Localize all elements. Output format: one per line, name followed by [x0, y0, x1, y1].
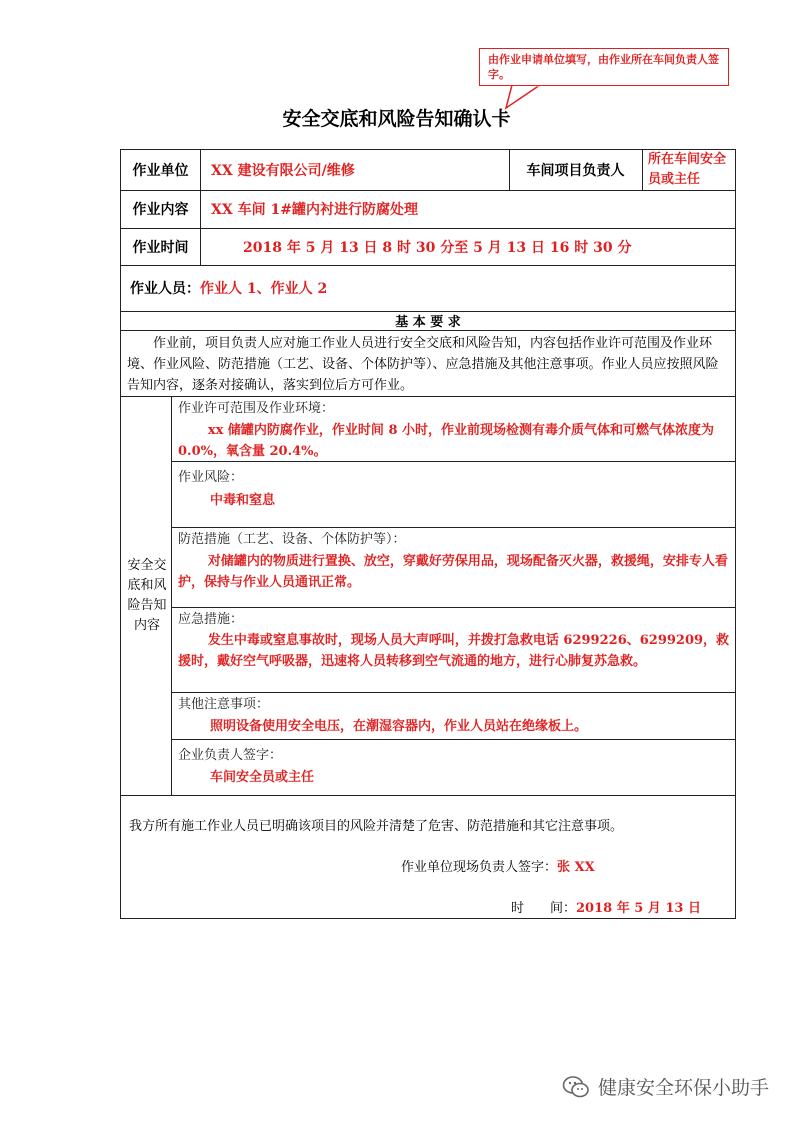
section-6-body: 车间安全员或主任 — [210, 770, 315, 785]
section-3-body: 对储罐内的物质进行置换、放空，穿戴好劳保用品，现场配备灭火器，救援绳，安排专人看护，保持与作业人员通讯正常。 — [178, 554, 728, 590]
unit-label: 作业单位 — [132, 163, 189, 179]
workers-value: 作业人 1、作业人 2 — [200, 281, 328, 297]
date-row — [511, 899, 701, 919]
date-value: 2018 年 5 月 13 日 — [576, 901, 701, 916]
manager-value: 所在车间安全员或主任 — [648, 152, 727, 187]
content-value: XX 车间 1#罐内衬进行防腐处理 — [211, 202, 418, 218]
signer-label: 作业单位现场负责人签字： — [401, 860, 558, 875]
side-label: 安全交底和风险告知内容 — [127, 557, 167, 633]
section-4-head: 应急措施： — [178, 612, 244, 627]
manager-label: 车间项目负责人 — [526, 163, 625, 179]
content-label: 作业内容 — [132, 202, 189, 218]
confirmation-form — [120, 149, 736, 919]
signer-row — [401, 858, 595, 878]
basic-intro: 作业前，项目负责人应对施工作业人员进行安全交底和风险告知，内容包括作业许可范围及作业环境、作业风险、防范措施（工艺、设备、个体防护等）、应急措施及其他注意事项。作业人员应按照风险告知内容，逐条对接确认，落实到位后方可作业。 — [127, 336, 719, 393]
wechat-icon — [562, 1075, 590, 1099]
date-label: 时 间： — [511, 901, 577, 916]
unit-value: XX 建设有限公司/维修 — [211, 163, 355, 179]
section-5-body: 照明设备使用安全电压，在潮湿容器内，作业人员站在绝缘板上。 — [210, 719, 588, 734]
section-5-head: 其他注意事项： — [178, 697, 270, 712]
time-label: 作业时间 — [132, 239, 189, 256]
section-4-body: 发生中毒或窒息事故时，现场人员大声呼叫，并拨打急救电话 6299226、6299209，救援时，戴好空气呼吸器，迅速将人员转移到空气流通的地方，进行心肺复苏急救。 — [178, 633, 730, 669]
watermark — [562, 1073, 769, 1100]
section-2-body: 中毒和窒息 — [210, 493, 276, 508]
signer-value: 张 XX — [557, 860, 595, 875]
basic-requirements-header: 基 本 要 求 — [395, 315, 461, 330]
section-6-head: 企业负责人签字： — [178, 748, 283, 763]
page-title: 安全交底和风险告知确认卡 — [282, 108, 511, 130]
section-2-head: 作业风险： — [178, 470, 244, 485]
workers-label: 作业人员： — [130, 281, 200, 297]
section-1-body: xx 储罐内防腐作业，作业时间 8 小时，作业前现场检测有毒介质气体和可燃气体浓度为 0.0%，氧含量 20.4%。 — [178, 423, 715, 459]
confirmation-statement: 我方所有施工作业人员已明确该项目的风险并清楚了危害、防范措施和其它注意事项。 — [129, 819, 624, 834]
callout-note: 由作业申请单位填写，由作业所在车间负责人签字。 — [479, 48, 729, 86]
section-1-head: 作业许可范围及作业环境： — [178, 401, 335, 416]
section-3-head: 防范措施（工艺、设备、个体防护等）： — [178, 532, 406, 547]
workers-row — [130, 265, 730, 311]
time-value: 2018 年 5 月 13 日 8 时 30 分至 5 月 13 日 16 时 30 分 — [243, 239, 632, 256]
watermark-text: 健康安全环保小助手 — [598, 1077, 770, 1099]
